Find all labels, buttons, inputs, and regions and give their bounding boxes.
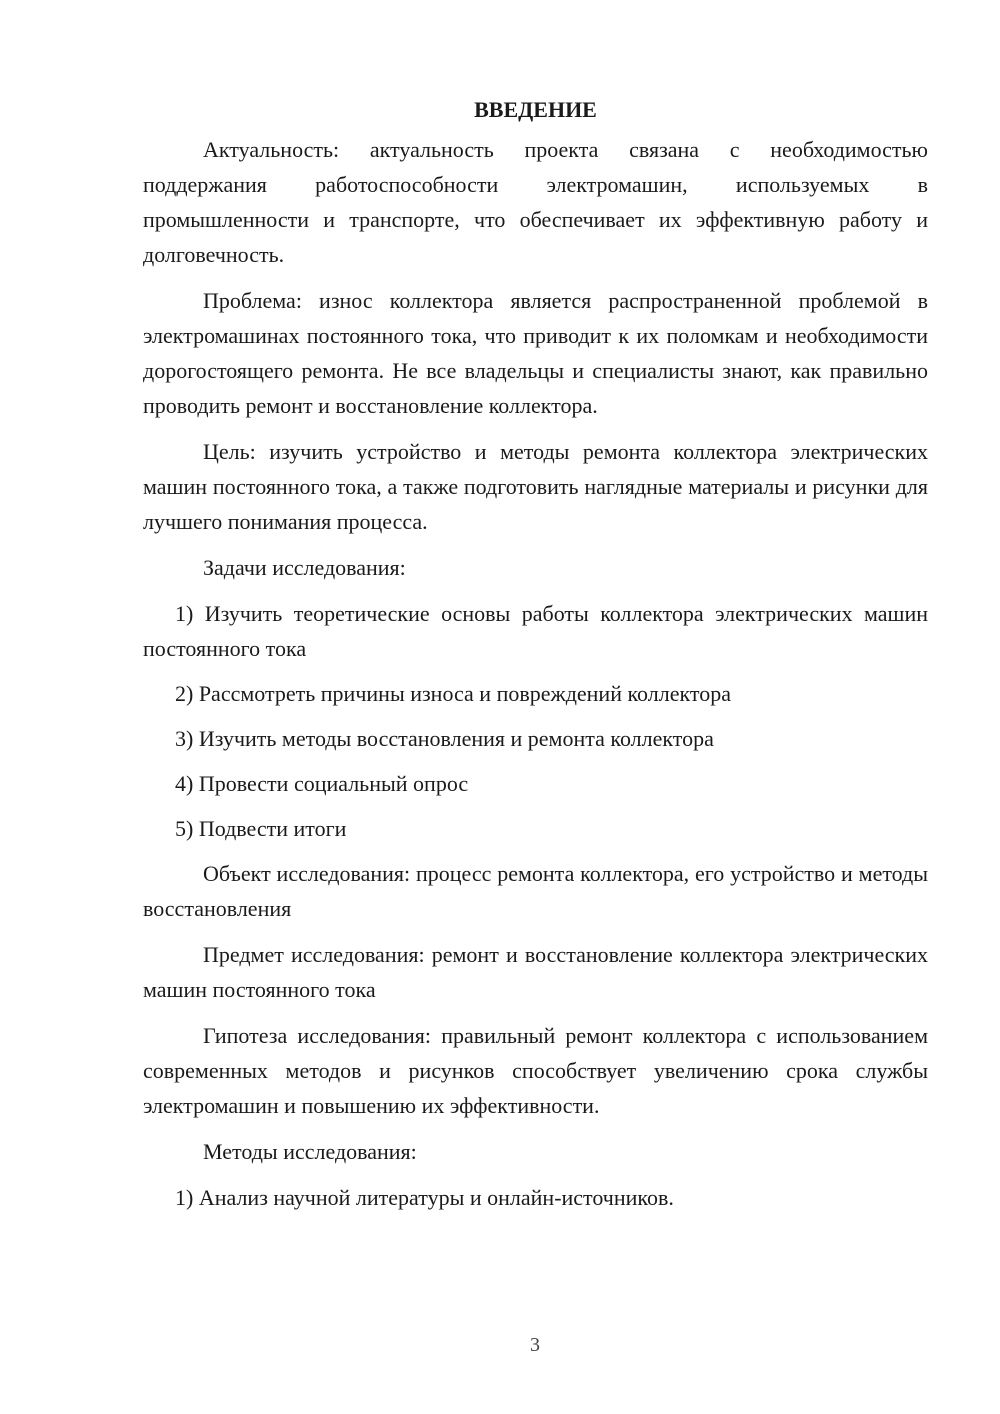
problem-paragraph: Проблема: износ коллектора является распространенной проблемой в электромашинах постоянного тока, что приводит к их поломкам и необходимости дорогостоящего ремонта. Не все владельцы и специалисты знают, как правильно проводить ремонт и восстановление коллектора. (143, 288, 928, 418)
page-title: ВВЕДЕНИЕ (474, 97, 597, 122)
goal-paragraph: Цель: изучить устройство и методы ремонта коллектора электрических машин постоянного тока, а также подготовить наглядные материалы и рисунки для лучшего понимания процесса. (143, 439, 928, 534)
document-page (143, 92, 928, 1225)
task-item: 4) Провести социальный опрос (175, 771, 469, 796)
method-item: 1) Анализ научной литературы и онлайн-источников. (175, 1185, 674, 1210)
task-item: 2) Рассмотреть причины износа и повреждений коллектора (175, 681, 731, 706)
methods-heading: Методы исследования: (203, 1139, 417, 1164)
page-number: 3 (530, 1334, 540, 1356)
tasks-heading: Задачи исследования: (203, 555, 406, 580)
task-item: 5) Подвести итоги (175, 816, 347, 841)
hypothesis-paragraph: Гипотеза исследования: правильный ремонт коллектора с использованием современных методов и рисунков способствует увеличению срока службы электромашин и повышению их эффективности. (143, 1023, 928, 1118)
task-item: 3) Изучить методы восстановления и ремонта коллектора (175, 726, 714, 751)
relevance-paragraph: Актуальность: актуальность проекта связана с необходимостью поддержания работоспособности электромашин, используемых в промышленности и транспорте, что обеспечивает их эффективную работу и долговечность. (143, 137, 928, 267)
object-paragraph: Объект исследования: процесс ремонта коллектора, его устройство и методы восстановления (143, 861, 928, 921)
subject-paragraph: Предмет исследования: ремонт и восстановление коллектора электрических машин постоянного тока (143, 942, 928, 1002)
task-item: 1) Изучить теоретические основы работы коллектора электрических машин постоянного тока (143, 601, 928, 661)
